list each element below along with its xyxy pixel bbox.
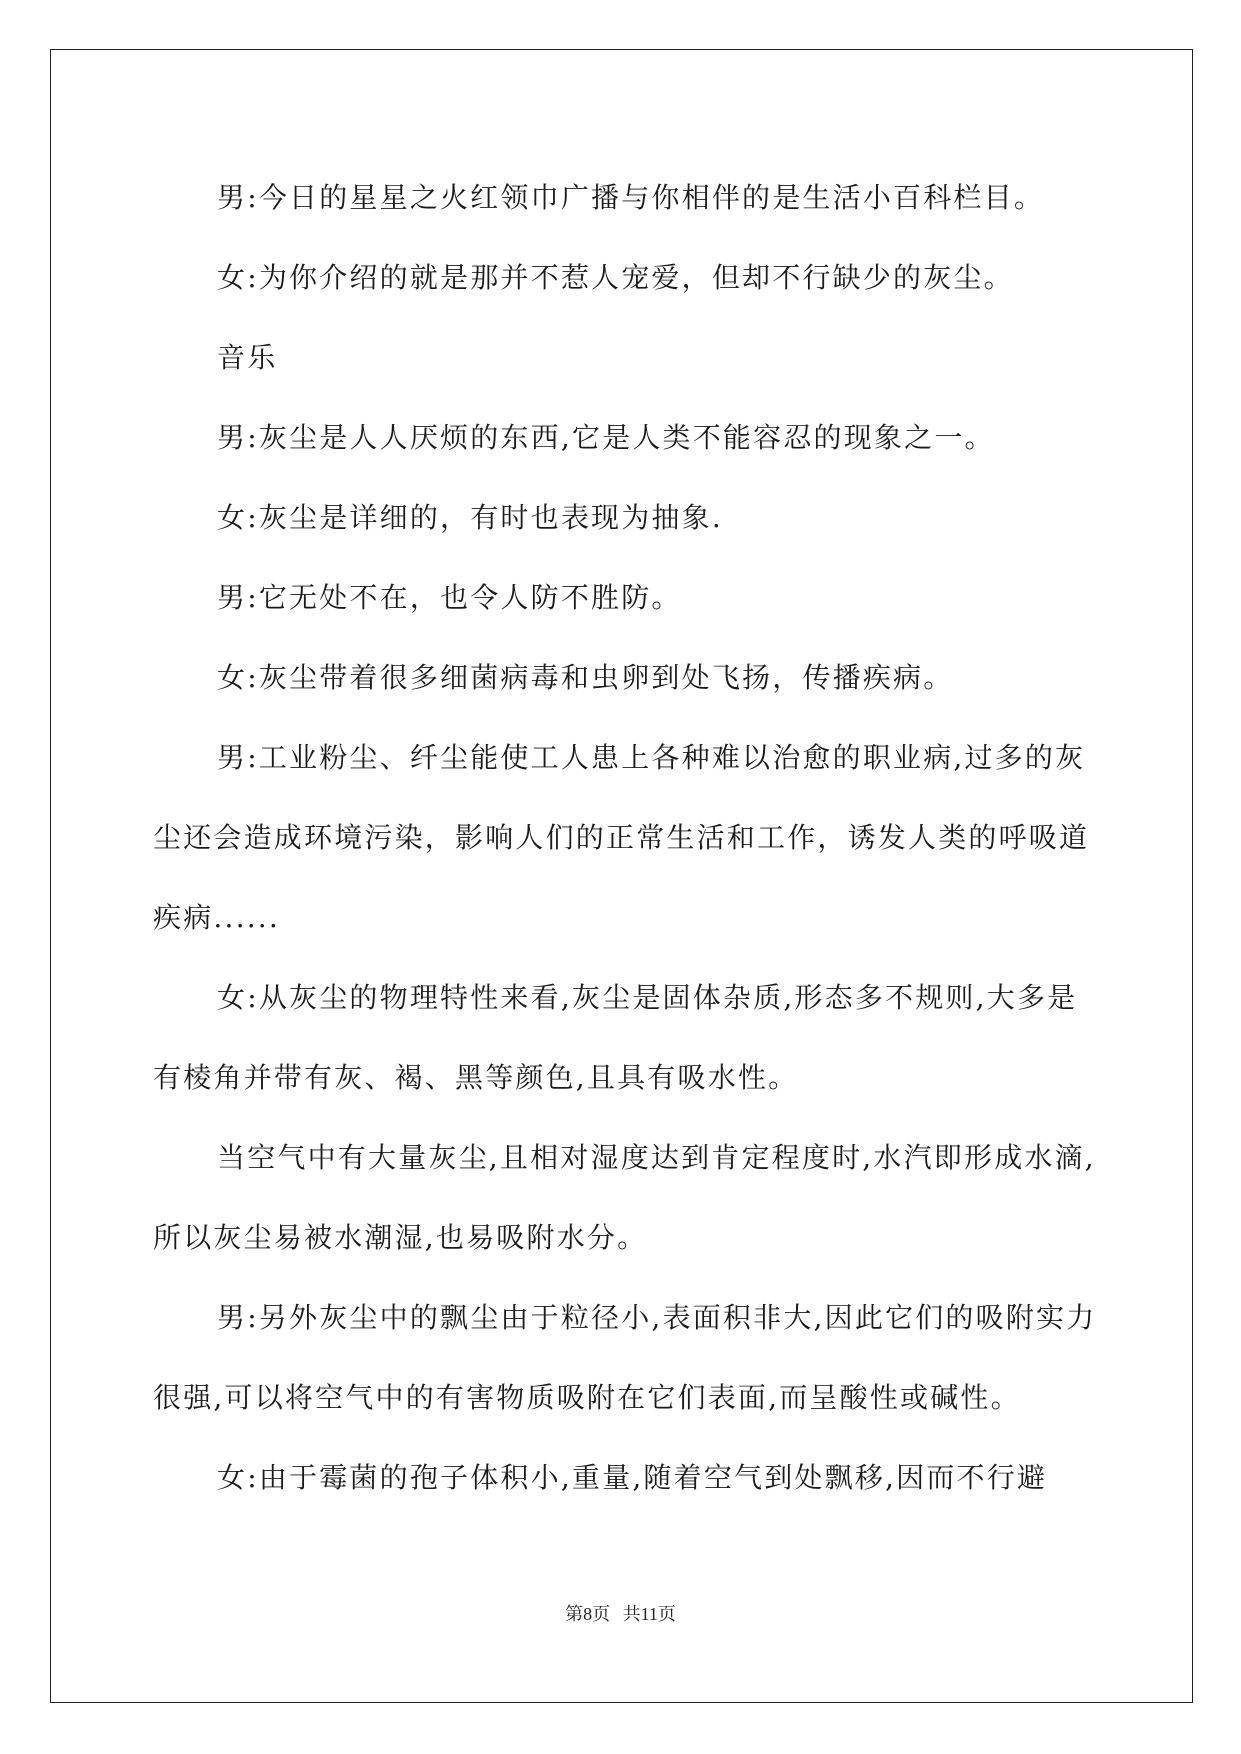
paragraph-2: 女:为你介绍的就是那并不惹人宠爱，但却不行缺少的灰尘。 (217, 261, 1014, 294)
paragraph-11: 男:另外灰尘中的飘尘由于粒径小,表面积非大,因此它们的吸附实力很强,可以将空气中的有害物质吸附在它们表面,而呈酸性或碱性。 (153, 1301, 1097, 1414)
paragraph-4: 男:灰尘是人人厌烦的东西,它是人类不能容忍的现象之一。 (217, 421, 995, 454)
page-total: 共11页 (622, 1604, 676, 1624)
paragraph-6: 男:它无处不在，也令人防不胜防。 (217, 581, 682, 614)
paragraph-1: 男:今日的星星之火红领巾广播与你相伴的是生活小百科栏目。 (217, 181, 1045, 214)
paragraph-10: 当空气中有大量灰尘,且相对湿度达到肯定程度时,水汽即形成水滴,所以灰尘易被水潮湿,也易吸附水分。 (153, 1141, 1096, 1254)
paragraph-3: 音乐 (217, 341, 278, 374)
document-body (153, 158, 1098, 1518)
paragraph-12: 女:由于霉菌的孢子体积小,重量,随着空气到处飘移,因而不行避 (217, 1461, 1048, 1494)
paragraph-7: 女:灰尘带着很多细菌病毒和虫卵到处飞扬，传播疾病。 (217, 661, 954, 694)
page-number: 第8页 (565, 1604, 611, 1624)
paragraph-8: 男:工业粉尘、纤尘能使工人患上各种难以治愈的职业病,过多的灰尘还会造成环境污染，影响人们的正常生活和工作，诱发人类的呼吸道疾病...... (153, 741, 1090, 934)
paragraph-5: 女:灰尘是详细的，有时也表现为抽象. (217, 501, 723, 534)
page-footer (0, 1600, 1241, 1626)
paragraph-9: 女:从灰尘的物理特性来看,灰尘是固体杂质,形态多不规则,大多是有棱角并带有灰、褐、黑等颜色,且具有吸水性。 (153, 981, 1078, 1094)
